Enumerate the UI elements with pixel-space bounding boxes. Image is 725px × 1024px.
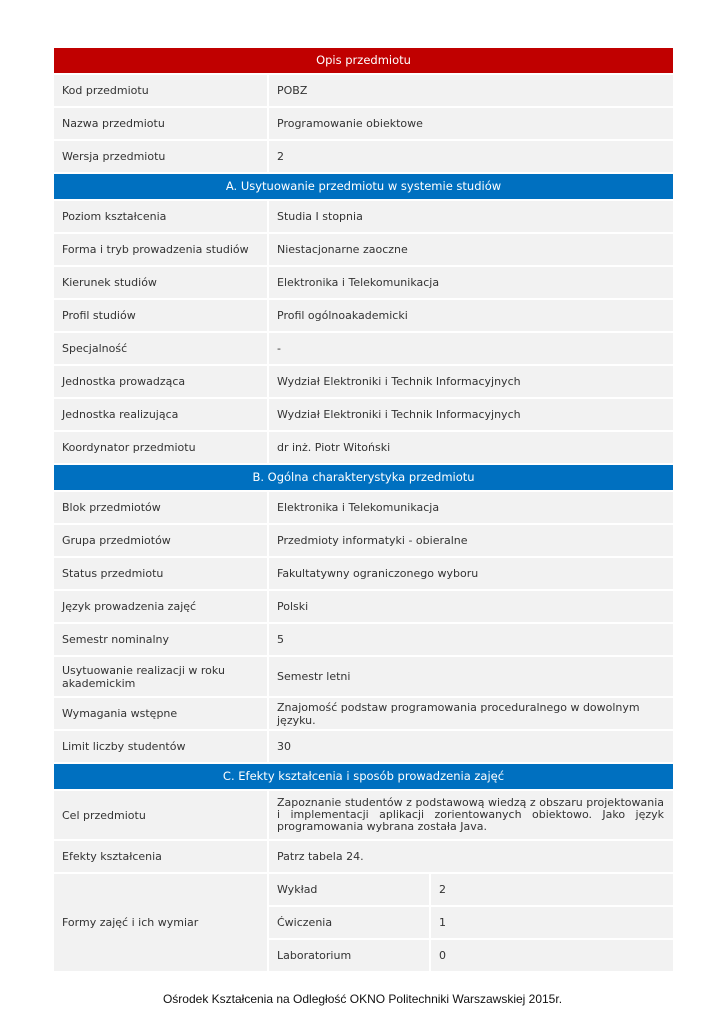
row-value: Profil ogólnoakademicki <box>269 300 673 331</box>
row-label: Poziom kształcenia <box>54 201 267 232</box>
goal-value: Zapoznanie studentów z podstawową wiedzą z obszaru projektowania i implementacji aplikacji zorientowanych obiektowo. Jako język programowania wybrana została Java. <box>269 791 673 839</box>
forms-label: Formy zajęć i ich wymiar <box>54 874 267 971</box>
form-hours: 0 <box>431 940 673 971</box>
row-label: Grupa przedmiotów <box>54 525 267 556</box>
course-description-table <box>54 48 673 973</box>
row-value: Przedmioty informatyki - obieralne <box>269 525 673 556</box>
forms-subrow <box>269 874 673 905</box>
row-label: Nazwa przedmiotu <box>54 108 267 139</box>
section-b-header: B. Ogólna charakterystyka przedmiotu <box>54 465 673 490</box>
table-row <box>54 108 673 139</box>
row-value: Fakultatywny ograniczonego wyboru <box>269 558 673 589</box>
row-label: Limit liczby studentów <box>54 731 267 762</box>
row-value: dr inż. Piotr Witoński <box>269 432 673 463</box>
row-value: Wydział Elektroniki i Technik Informacyjnych <box>269 366 673 397</box>
table-row <box>54 300 673 331</box>
section-a-header: A. Usytuowanie przedmiotu w systemie studiów <box>54 174 673 199</box>
page-footer: Ośrodek Kształcenia na Odległość OKNO Politechniki Warszawskiej 2015r. <box>162 992 563 1006</box>
row-value: Semestr letni <box>269 657 673 696</box>
table-row <box>54 492 673 523</box>
row-value: Polski <box>269 591 673 622</box>
row-value: Wydział Elektroniki i Technik Informacyjnych <box>269 399 673 430</box>
table-row <box>54 399 673 430</box>
row-label: Kod przedmiotu <box>54 75 267 106</box>
forms-subrow <box>269 940 673 971</box>
form-name: Ćwiczenia <box>269 907 429 938</box>
table-row <box>54 432 673 463</box>
row-value: POBZ <box>269 75 673 106</box>
table-row <box>54 366 673 397</box>
row-label: Język prowadzenia zajęć <box>54 591 267 622</box>
section-c-header: C. Efekty kształcenia i sposób prowadzenia zajęć <box>54 764 673 789</box>
table-row <box>54 525 673 556</box>
row-label: Semestr nominalny <box>54 624 267 655</box>
form-name: Wykład <box>269 874 429 905</box>
table-row <box>54 75 673 106</box>
table-row <box>54 267 673 298</box>
forms-subtable <box>269 874 673 971</box>
row-value: Elektronika i Telekomunikacja <box>269 267 673 298</box>
row-value: 2 <box>269 141 673 172</box>
table-row <box>54 333 673 364</box>
row-label: Usytuowanie realizacji w roku akademickim <box>54 657 267 696</box>
form-hours: 1 <box>431 907 673 938</box>
table-row <box>54 791 673 839</box>
row-value: - <box>269 333 673 364</box>
goal-label: Cel przedmiotu <box>54 791 267 839</box>
table-row <box>54 591 673 622</box>
row-value: 30 <box>269 731 673 762</box>
table-row <box>54 141 673 172</box>
outcomes-value: Patrz tabela 24. <box>269 841 673 872</box>
form-name: Laboratorium <box>269 940 429 971</box>
table-row <box>54 841 673 872</box>
row-value: 5 <box>269 624 673 655</box>
row-label: Wersja przedmiotu <box>54 141 267 172</box>
form-hours: 2 <box>431 874 673 905</box>
row-value: Studia I stopnia <box>269 201 673 232</box>
outcomes-label: Efekty kształcenia <box>54 841 267 872</box>
row-label: Koordynator przedmiotu <box>54 432 267 463</box>
table-row <box>54 624 673 655</box>
row-label: Status przedmiotu <box>54 558 267 589</box>
row-label: Wymagania wstępne <box>54 698 267 729</box>
row-label: Forma i tryb prowadzenia studiów <box>54 234 267 265</box>
table-row <box>54 698 673 729</box>
row-value: Niestacjonarne zaoczne <box>269 234 673 265</box>
row-label: Specjalność <box>54 333 267 364</box>
table-row <box>54 731 673 762</box>
row-label: Kierunek studiów <box>54 267 267 298</box>
forms-row <box>54 874 673 971</box>
table-row <box>54 234 673 265</box>
table-title: Opis przedmiotu <box>54 48 673 73</box>
row-label: Jednostka realizująca <box>54 399 267 430</box>
row-value: Elektronika i Telekomunikacja <box>269 492 673 523</box>
row-label: Jednostka prowadząca <box>54 366 267 397</box>
table-row <box>54 201 673 232</box>
row-value: Programowanie obiektowe <box>269 108 673 139</box>
table-row <box>54 558 673 589</box>
forms-subrow <box>269 907 673 938</box>
table-row <box>54 657 673 696</box>
row-value: Znajomość podstaw programowania proceduralnego w dowolnym języku. <box>269 698 673 729</box>
row-label: Profil studiów <box>54 300 267 331</box>
row-label: Blok przedmiotów <box>54 492 267 523</box>
